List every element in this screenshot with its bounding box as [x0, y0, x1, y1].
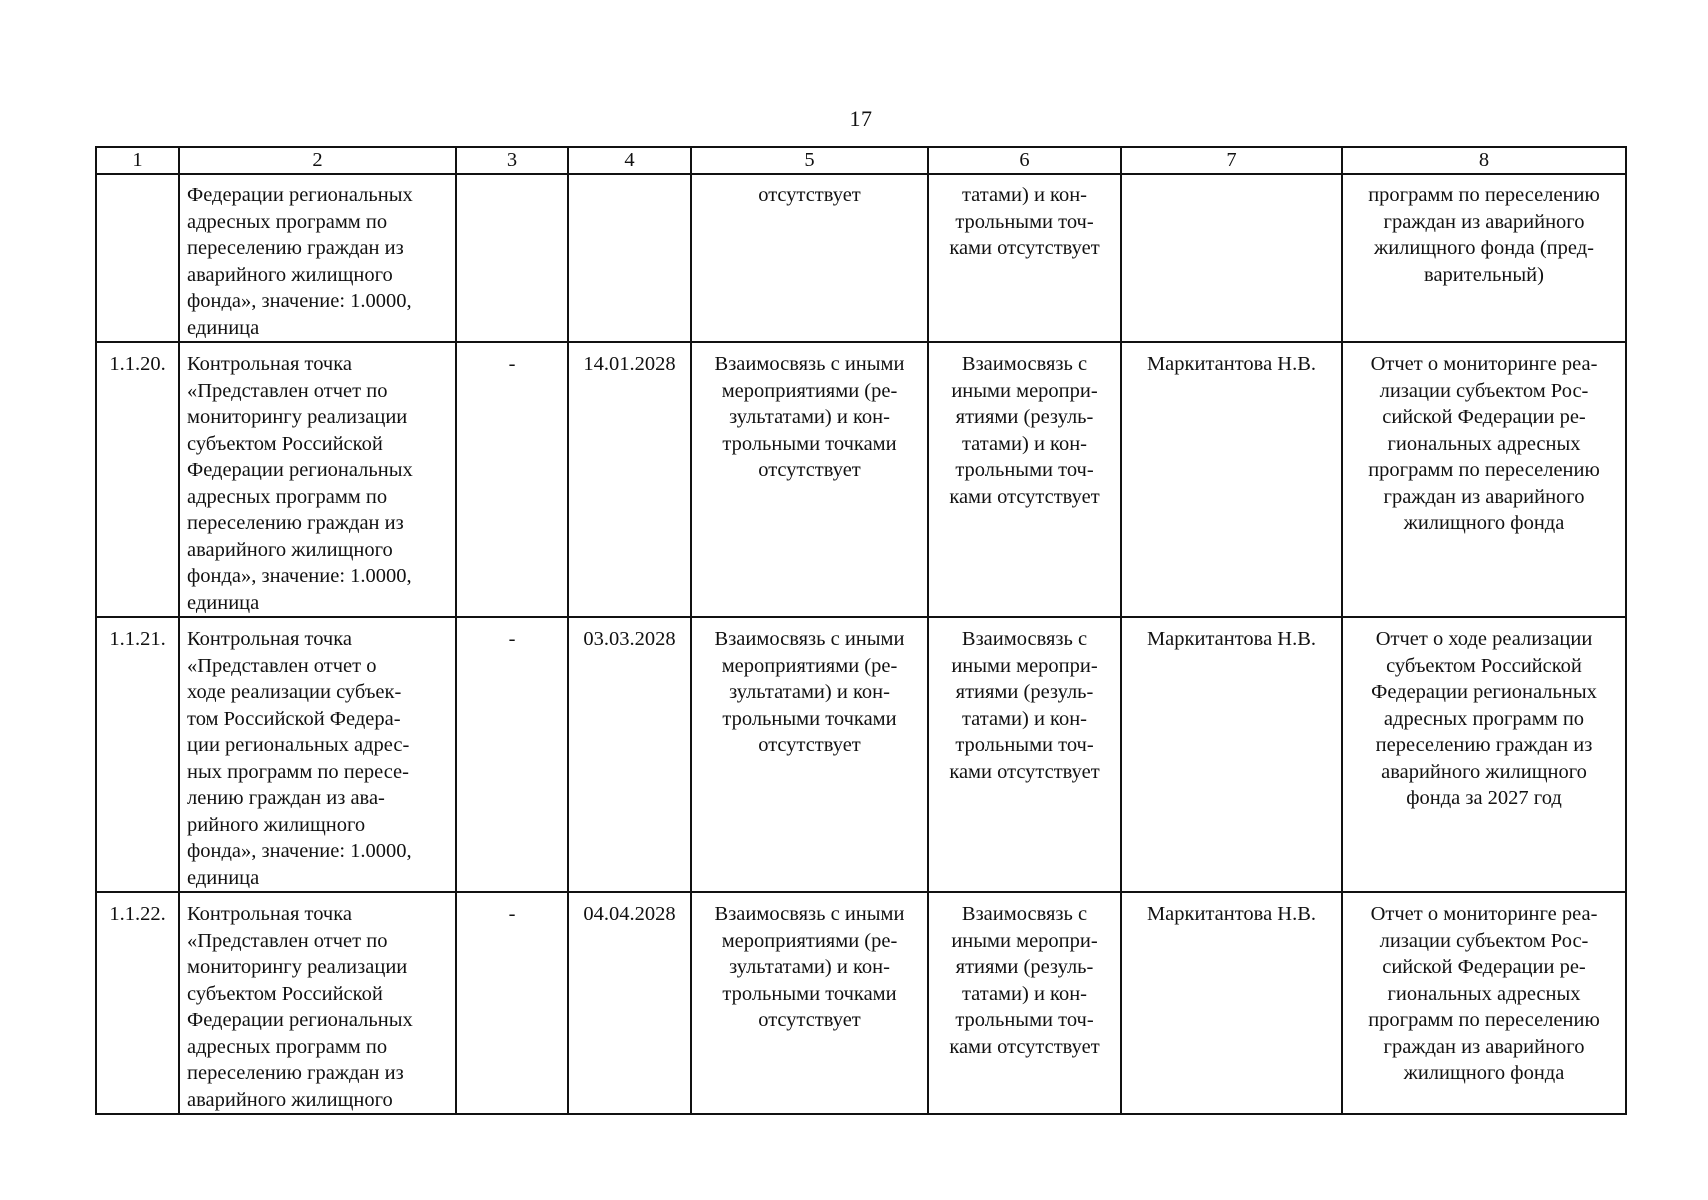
control-point-name-cell: Контрольная точка «Представлен отчет о ходе реализации субъек- том Российской Федера- ции региональных адрес- ных программ по пересе- лению граждан из ава- рийного жилищного фонда», значение: 1.0000, единица: [179, 617, 456, 892]
successor-cell: Взаимосвязь с иными меропри- ятиями (резуль- татами) и кон- трольными точ- ками отсутствует: [928, 342, 1121, 617]
date-cell: [568, 174, 691, 342]
table-row: [96, 342, 1626, 617]
predecessor-cell: Взаимосвязь с иными мероприятиями (ре- зультатами) и кон- трольными точками отсутствует: [691, 892, 928, 1114]
control-point-name-cell: Федерации региональных адресных программ по переселению граждан из аварийного жилищного фонда», значение: 1.0000, единица: [179, 174, 456, 342]
table-row: [96, 892, 1626, 1114]
column-3-cell: -: [456, 342, 568, 617]
page-number: 17: [849, 106, 873, 131]
responsible-cell: Маркитантова Н.В.: [1121, 617, 1342, 892]
successor-cell: Взаимосвязь с иными меропри- ятиями (резуль- татами) и кон- трольными точ- ками отсутствует: [928, 892, 1121, 1114]
row-number-cell: [96, 174, 179, 342]
column-header: 6: [928, 147, 1121, 174]
responsible-cell: Маркитантова Н.В.: [1121, 342, 1342, 617]
column-header: 3: [456, 147, 568, 174]
row-number-cell: 1.1.22.: [96, 892, 179, 1114]
result-document-cell: Отчет о ходе реализации субъектом Российской Федерации региональных адресных программ по переселению граждан из аварийного жилищного фонда за 2027 год: [1342, 617, 1626, 892]
header-row: [96, 147, 1626, 174]
control-point-name-cell: Контрольная точка «Представлен отчет по мониторингу реализации субъектом Российской Федерации региональных адресных программ по переселению граждан из аварийного жилищного: [179, 892, 456, 1114]
column-3-cell: -: [456, 892, 568, 1114]
result-document-cell: программ по переселению граждан из аварийного жилищного фонда (пред- варительный): [1342, 174, 1626, 342]
date-cell: 14.01.2028: [568, 342, 691, 617]
column-header: 4: [568, 147, 691, 174]
date-cell: 03.03.2028: [568, 617, 691, 892]
column-header: 8: [1342, 147, 1626, 174]
predecessor-cell: Взаимосвязь с иными мероприятиями (ре- зультатами) и кон- трольными точками отсутствует: [691, 342, 928, 617]
date-cell: 04.04.2028: [568, 892, 691, 1114]
result-document-cell: Отчет о мониторинге реа- лизации субъектом Рос- сийской Федерации ре- гиональных адресных программ по переселению граждан из аварийного жилищного фонда: [1342, 342, 1626, 617]
column-header: 5: [691, 147, 928, 174]
control-points-table: [95, 146, 1627, 1115]
predecessor-cell: отсутствует: [691, 174, 928, 342]
responsible-cell: [1121, 174, 1342, 342]
table-row: [96, 174, 1626, 342]
row-number-cell: 1.1.21.: [96, 617, 179, 892]
column-header: 1: [96, 147, 179, 174]
predecessor-cell: Взаимосвязь с иными мероприятиями (ре- зультатами) и кон- трольными точками отсутствует: [691, 617, 928, 892]
column-3-cell: [456, 174, 568, 342]
result-document-cell: Отчет о мониторинге реа- лизации субъектом Рос- сийской Федерации ре- гиональных адресных программ по переселению граждан из аварийного жилищного фонда: [1342, 892, 1626, 1114]
column-header: 2: [179, 147, 456, 174]
responsible-cell: Маркитантова Н.В.: [1121, 892, 1342, 1114]
successor-cell: татами) и кон- трольными точ- ками отсутствует: [928, 174, 1121, 342]
table-row: [96, 617, 1626, 892]
column-header: 7: [1121, 147, 1342, 174]
column-3-cell: -: [456, 617, 568, 892]
control-point-name-cell: Контрольная точка «Представлен отчет по мониторингу реализации субъектом Российской Федерации региональных адресных программ по переселению граждан из аварийного жилищного фонда», значение: 1.0000, единица: [179, 342, 456, 617]
successor-cell: Взаимосвязь с иными меропри- ятиями (резуль- татами) и кон- трольными точ- ками отсутствует: [928, 617, 1121, 892]
row-number-cell: 1.1.20.: [96, 342, 179, 617]
